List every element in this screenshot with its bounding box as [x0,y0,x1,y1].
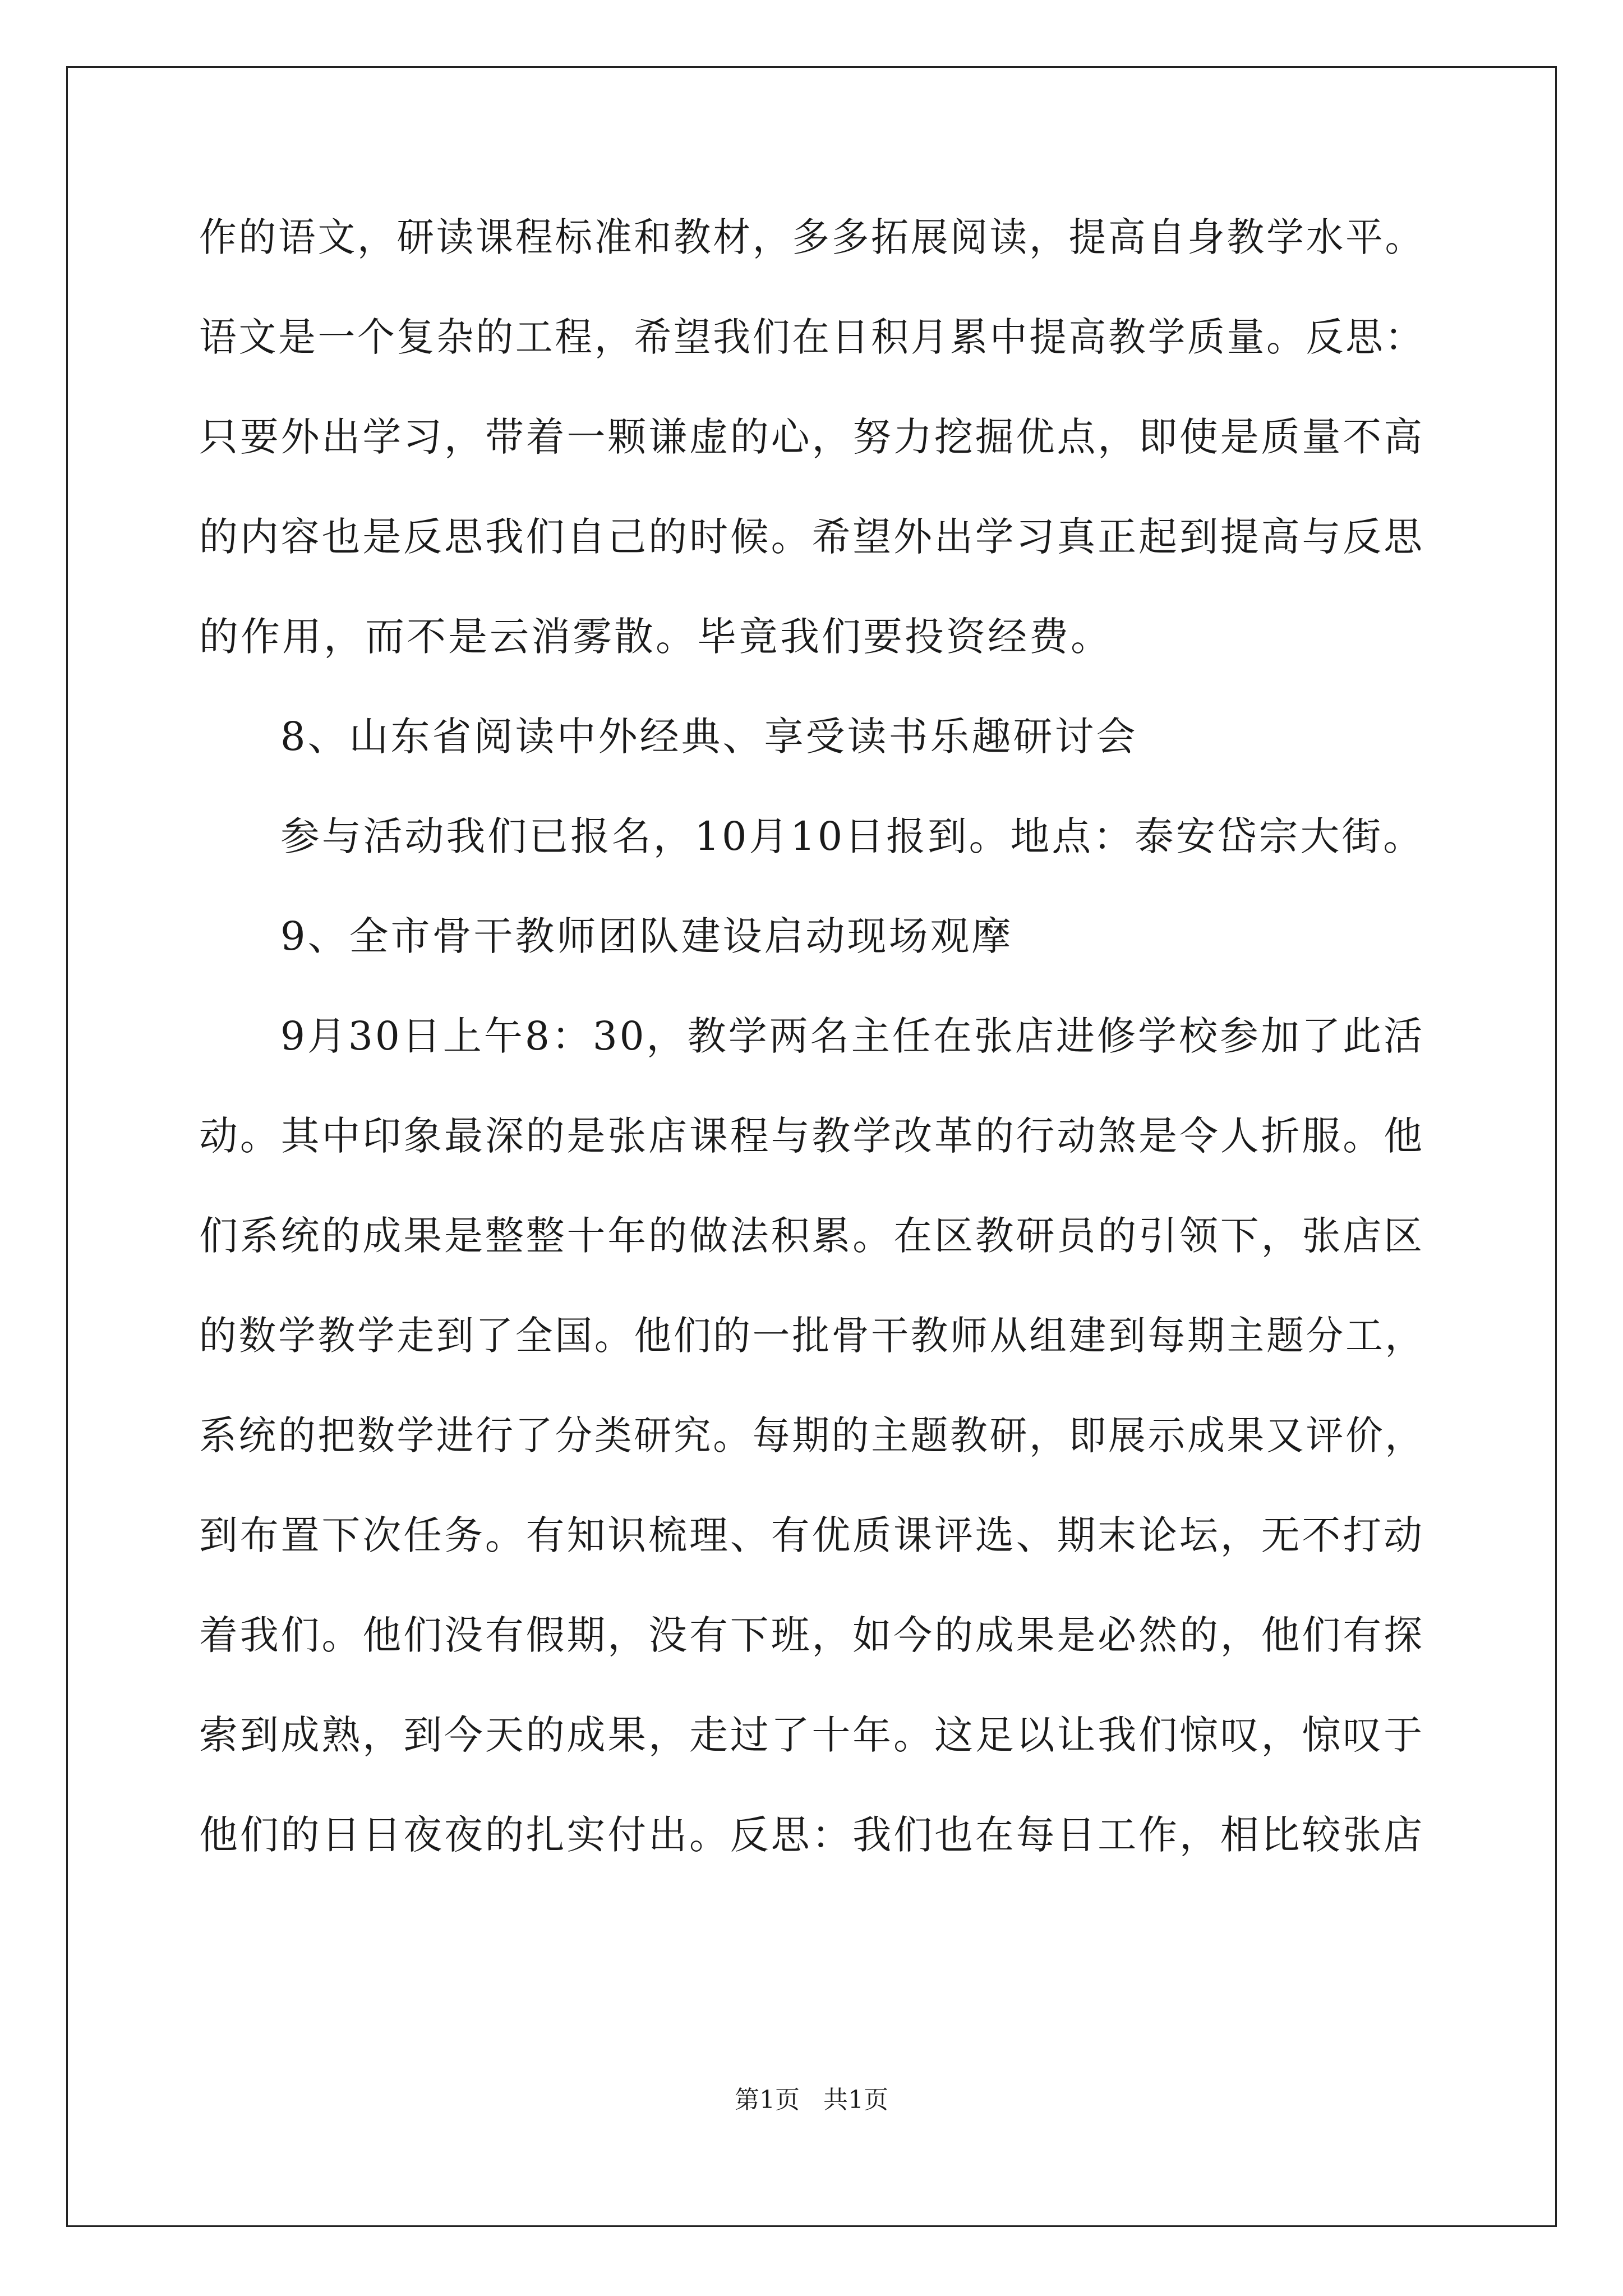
body-line-2: 语文是一个复杂的工程，希望我们在日积月累中提高教学质量。反思： [199,314,1425,360]
body-line-10: 动。其中印象最深的是张店课程与教学改革的行动煞是令人折服。他 [199,1113,1424,1159]
section-heading-8: 8、山东省阅读中外经典、享受读书乐趣研讨会 [280,714,1138,760]
body-line-4: 的内容也是反思我们自己的时候。希望外出学习真正起到提高与反思 [199,514,1424,560]
body-line-5: 的作用，而不是云消雾散。毕竟我们要投资经费。 [199,614,1112,660]
body-line-14: 到布置下次任务。有知识梳理、有优质课评选、期末论坛，无不打动 [199,1512,1424,1558]
body-line-1: 作的语文，研读课程标准和教材，多多拓展阅读，提高自身教学水平。 [199,214,1425,260]
body-line-11: 们系统的成果是整整十年的做法积累。在区教研员的引领下，张店区 [199,1213,1424,1259]
body-line-17: 他们的日日夜夜的扎实付出。反思：我们也在每日工作，相比较张店 [199,1812,1424,1858]
body-line-9: 9月30日上午8：30，教学两名主任在张店进修学校参加了此活 [280,1013,1425,1059]
body-line-7: 参与活动我们已报名，10月10日报到。地点：泰安岱宗大街。 [280,813,1425,859]
body-line-3: 只要外出学习，带着一颗谦虚的心，努力挖掘优点，即使是质量不高 [199,414,1424,460]
section-heading-9: 9、全市骨干教师团队建设启动现场观摩 [280,913,1013,959]
body-line-15: 着我们。他们没有假期，没有下班，如今的成果是必然的，他们有探 [199,1612,1424,1658]
body-line-16: 索到成熟，到今天的成果，走过了十年。这足以让我们惊叹，惊叹于 [199,1712,1424,1758]
body-line-12: 的数学教学走到了全国。他们的一批骨干教师从组建到每期主题分工， [199,1313,1425,1359]
page-footer: 第1页 共1页 [735,2086,888,2114]
body-line-13: 系统的把数学进行了分类研究。每期的主题教研，即展示成果又评价， [199,1412,1425,1458]
